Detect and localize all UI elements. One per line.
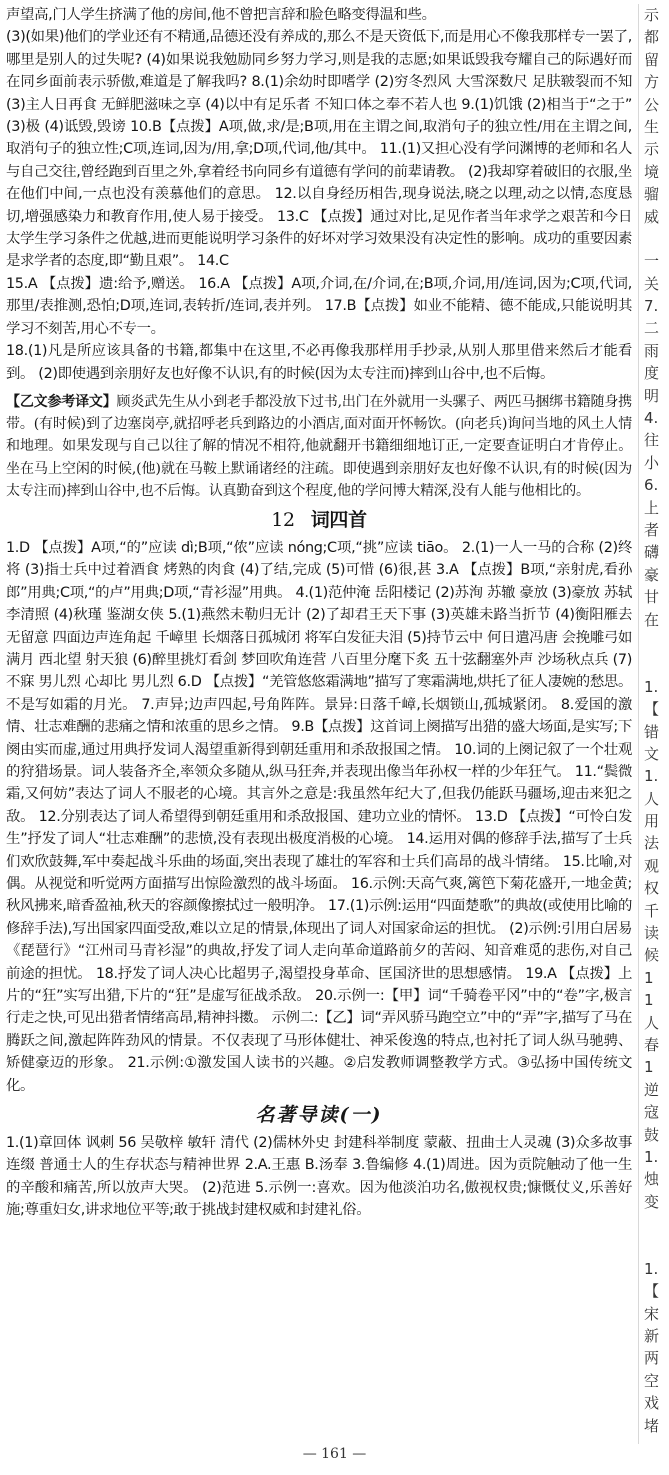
strip-char: 千 <box>644 901 660 920</box>
section-number: 12 <box>271 508 295 531</box>
strip-char: 新 <box>644 1327 660 1346</box>
strip-char: 4. <box>644 409 659 428</box>
strip-char: 法 <box>644 834 660 853</box>
strip-char: 变 <box>644 1192 660 1211</box>
strip-char: 1 <box>644 968 654 987</box>
strip-char: 二 <box>644 319 660 338</box>
strip-char: 读 <box>644 924 660 943</box>
strip-char: 人 <box>644 1013 660 1032</box>
strip-char: 明 <box>644 386 660 405</box>
strip-char <box>639 631 669 653</box>
strip-char: 宋 <box>644 1304 660 1323</box>
strip-char <box>639 1213 669 1235</box>
answer-paragraph: 声望高,门人学生挤满了他的房间,他不曾把言辞和脸色略变得温和些。 <box>6 7 436 23</box>
strip-char: 错 <box>644 722 660 741</box>
strip-char: 鼓 <box>644 1125 660 1144</box>
translation-note-label: 【乙文参考译文】 <box>6 393 117 410</box>
strip-char: 留 <box>644 50 660 69</box>
strip-char <box>639 653 669 675</box>
strip-char: 甘 <box>644 588 660 607</box>
section-title-mingzhu: 名著导读(一) <box>255 1104 383 1127</box>
strip-char: 逆 <box>644 1080 660 1099</box>
strip-char: 1. <box>644 1259 659 1278</box>
strip-char: 权 <box>644 879 660 898</box>
strip-char: 方 <box>644 73 660 92</box>
answer-paragraph: 18.(1)凡是所应该具备的书籍,都集中在这里,不必再像我那样用手抄录,从别人那里借来然后才能看到。 (2)即使遇到亲朋好友也好像不认识,有的时候(因为太专注而)摔到山谷中,也不后悔。 <box>6 343 632 382</box>
strip-char: 【 <box>644 700 660 719</box>
strip-char: 候 <box>644 946 660 965</box>
strip-char: 上 <box>644 498 660 517</box>
strip-char: 都 <box>644 28 660 47</box>
strip-char: 6. <box>644 476 659 495</box>
strip-char: 1. <box>644 677 659 696</box>
strip-char: 示 <box>644 6 660 24</box>
strip-char: 者 <box>644 520 660 539</box>
strip-char: 人 <box>644 789 660 808</box>
strip-char: 1. <box>644 767 659 786</box>
strip-char: 1. <box>644 1147 659 1166</box>
strip-char: 往 <box>644 431 660 450</box>
strip-char: 空 <box>644 1371 660 1390</box>
answer-paragraph: (3)(如果)他们的学业还有不精通,品德还没有养成的,那么不是天资低下,而是用心不像我那样专一罢了,哪里是别人的过失呢? (4)如果说我勉励同乡努力学习,则是我的志愿;如果诋毁我夸耀自己的际遇好而在同乡面前表示骄傲,难道是了解我吗? 8.(1)余幼时即嗜学 (2)穷冬烈风 大雪深数尺 足肤皲裂而不知 (3)主人日再食 无鲜肥滋味之享 (4)以中有足乐者 不知口体之奉不若人也 9.(1)饥饿 (2)相当于“之于” (3)极 (4)诋毁,毁谤 10.B【点拨】A项,做,求/是;B项,用在主谓之间,取消句子的独立性/用在主谓之间,取消句子的独立性;C项,连词,因为/用,拿;D项,代词,他/其中。 11.(1)又担心没有学问渊博的老师和名人与自己交往,曾经跑到百里之外,拿着经书向同乡有道德有学问的前辈请教。 (2)我却穿着破旧的衣服,坐在他们中间,一点也没有羡慕他们的意思。 12.以自身经历相告,现身说法,晓之以理,动之以情,态度恳切,增强感染力和教育作用,使人易于接受。 13.C 【点拨】通过对比,足见作者当年求学之艰苦和今日太学生学习条件之优越,进而更能说明学习条件的好坏对学习效果没有决定性的影响。成功的重要因素是求学者的态度,即“勤且艰”。 14.C <box>6 29 632 270</box>
strip-char: 公 <box>644 95 660 114</box>
translation-note-text: 顾炎武先生从小到老手都没放下过书,出门在外就用一头骡子、两匹马捆绑书籍随身携带。(有时候)到了边塞岗亭,就招呼老兵到路边的小酒店,面对面开怀畅饮。(向老兵)询问当地的风土人情和地理。如果发现与自己以往了解的情况不相符,他就翻开书籍细细地订正,一定要查证明白才肯停止。坐在马上空闲的时候,(他)就在马鞍上默诵诸经的注疏。即使遇到亲朋好友也好像不认识,有的时候(因为太专注而)摔到山谷中,也不后悔。认真勤奋到这个程度,他的学问博大精深,没有人能与他相比的。 <box>6 393 632 499</box>
section-title-text: 词四首 <box>310 508 367 531</box>
strip-char: 境 <box>644 162 660 181</box>
strip-char: 礴 <box>644 543 660 562</box>
strip-char: 两 <box>644 1349 660 1368</box>
answer-paragraph: 15.A 【点拨】遗:给予,赠送。 16.A 【点拨】A项,介词,在/介词,在;B项,介词,用/连词,因为;C项,代词,那里/表推测,恐怕;D项,连词,表转折/连词,表并列。 17.B【点拨】如业不能精、德不能成,只能说明其学习不刻苦,用心不专一。 <box>6 275 632 337</box>
section-title-ci-si-shou <box>6 507 632 533</box>
strip-char: 烛 <box>644 1170 660 1189</box>
strip-char: 1 <box>644 1058 654 1077</box>
strip-char: 威 <box>644 207 660 226</box>
strip-char: 示 <box>644 140 660 159</box>
strip-char: 雨 <box>644 341 660 360</box>
strip-char: 【 <box>644 1282 660 1301</box>
strip-char: 骝 <box>644 185 660 204</box>
strip-char: 堵 <box>644 1416 660 1435</box>
strip-char: 春 <box>644 1035 660 1054</box>
strip-char: 用 <box>644 812 660 831</box>
strip-char: 豪 <box>644 565 660 584</box>
section-answers: 1.(1)章回体 讽刺 56 吴敬梓 敏轩 清代 (2)儒林外史 封建科举制度 蒙蔽、扭曲士人灵魂 (3)众多故事连缀 普通士人的生存状态与精神世界 2.A.王惠 B.汤奉 3.鲁编修 4.(1)周进。因为贡院触动了他一生的辛酸和痛苦,所以放声大哭。 (2)范进 5.示例一:喜欢。因为他淡泊功名,傲视权贵;慷慨仗义,乐善好施;尊重妇女,讲求地位平等;敢于挑战封建权威和封建礼俗。 <box>6 1135 632 1219</box>
section-answers: 1.D 【点拨】A项,“的”应读 dì;B项,“侬”应读 nóng;C项,“挑”应读 tiāo。 2.(1)一人一马的合称 (2)终将 (3)指士兵中过着酒食 烤熟的肉食 (4)了结,完成 (5)可惜 (6)很,甚 3.A 【点拨】B项,“亲射虎,看孙郎”用典;C项,“的卢”用典;D项,“青衫湿”用典。 4.(1)范仲淹 岳阳楼记 (2)苏洵 苏辙 豪放 (3)豪放 苏轼 李清照 (4)秋瑾 鉴湖女侠 5.(1)燕然未勒归无计 (2)了却君王天下事 (3)英雄未路当折节 (4)衡阳雁去无留意 四面边声连角起 千嶂里 长烟落日孤城闭 将军白发征夫泪 (5)持节云中 何日遣冯唐 会挽雕弓如满月 西北望 射天狼 (6)醉里挑灯看剑 梦回吹角连营 八百里分麾下炙 五十弦翻塞外声 沙场秋点兵 (7)不寐 男儿烈 心却比 男儿烈 6.D 【点拨】“羌管悠悠霜满地”描写了寒霜满地,烘托了征人凄婉的愁思。不是写如霜的月光。 7.声异;边声四起,号角阵阵。景异:日落千嶂,长烟锁山,孤城紧闭。 8.爱国的激情、壮志难酬的悲痛之情和浓重的思乡之情。 9.B【点拨】这首词上阕描写出猎的盛大场面,是实写;下阕由实而虚,通过用典抒发词人渴望重新得到朝廷重用和杀敌报国之情。 10.词的上阕记叙了一个壮观的狩猎场景。词人装备齐全,率领众多随从,纵马狂奔,并表现出像当年孙权一样的少年狂气。 11.“鬓微霜,又何妨”表达了词人不服老的心境。其言外之意是:我虽然年纪大了,但我仍能跃马疆场,迎击来犯之敌。 12.分别表达了词人希望得到朝廷重用和杀敌报国、建功立业的情怀。 13.D 【点拨】“可怜白发生”抒发了词人“壮志难酬”的悲愤,没有表现出极度消极的心境。 14.运用对偶的修辞手法,描写了士兵们欢欣鼓舞,军中奏起战斗乐曲的场面,突出表现了雄壮的军容和士兵们高昂的战斗情绪。 15.比喻,对偶。从视觉和听觉两方面描写出惊险激烈的战斗场面。 16.示例:天高气爽,篱笆下菊花盛开,一地金黄;秋风拂来,暗香盈袖,秋天的容颜像擦拭过一般明净。 17.(1)示例:运用“四面楚歌”的典故(或使用比喻的修辞手法),写出国家四面受敌,难以立足的情景,体现出了词人对国家命运的担忧。 (2)示例:引用白居易《琵琶行》“江州司马青衫湿”的典故,抒发了词人走向革命道路前夕的苦闷、知音难觅的悲伤,对自己前途的担忧。 18.抒发了词人决心比超男子,渴望投身革命、匡国济世的思想感情。 19.A 【点拨】上片的“狂”实写出猎,下片的“狂”是虚写征战杀敌。 20.示例一:【甲】词“千骑卷平冈”中的“卷”字,极言行走之快,可见出猎者情绪高昂,精神抖擞。 示例二:【乙】词“弄风骄马跑空立”中的“弄”字,描写了马在腾跃之间,激起阵阵劲风的情景。不仅表现了马形体健壮、神采俊逸的特点,也衬托了词人纵马驰骋、矫健豪迈的形象。 21.示例:①激发国人读书的兴趣。②启发教师调整教学方式。③弘扬中国传统文化。 <box>6 539 632 1094</box>
strip-char: 度 <box>644 364 660 383</box>
strip-char: 戏 <box>644 1394 660 1413</box>
strip-char: 关 <box>644 274 660 293</box>
strip-char: 生 <box>644 117 660 136</box>
strip-char: 7. <box>644 297 659 316</box>
strip-char <box>639 1235 669 1257</box>
strip-char: 小 <box>644 453 660 472</box>
adjacent-page-column <box>638 4 669 1444</box>
strip-char: 一 <box>644 252 660 271</box>
strip-char: 1 <box>644 991 654 1010</box>
strip-char: 在 <box>644 610 660 629</box>
strip-char: 寇 <box>644 1103 660 1122</box>
page-number: — 161 — <box>302 1446 367 1462</box>
strip-char: 文 <box>644 744 660 763</box>
strip-char: 观 <box>644 856 660 875</box>
translation-note <box>6 391 632 502</box>
answer-page-body <box>6 4 632 1444</box>
strip-char <box>639 228 669 250</box>
